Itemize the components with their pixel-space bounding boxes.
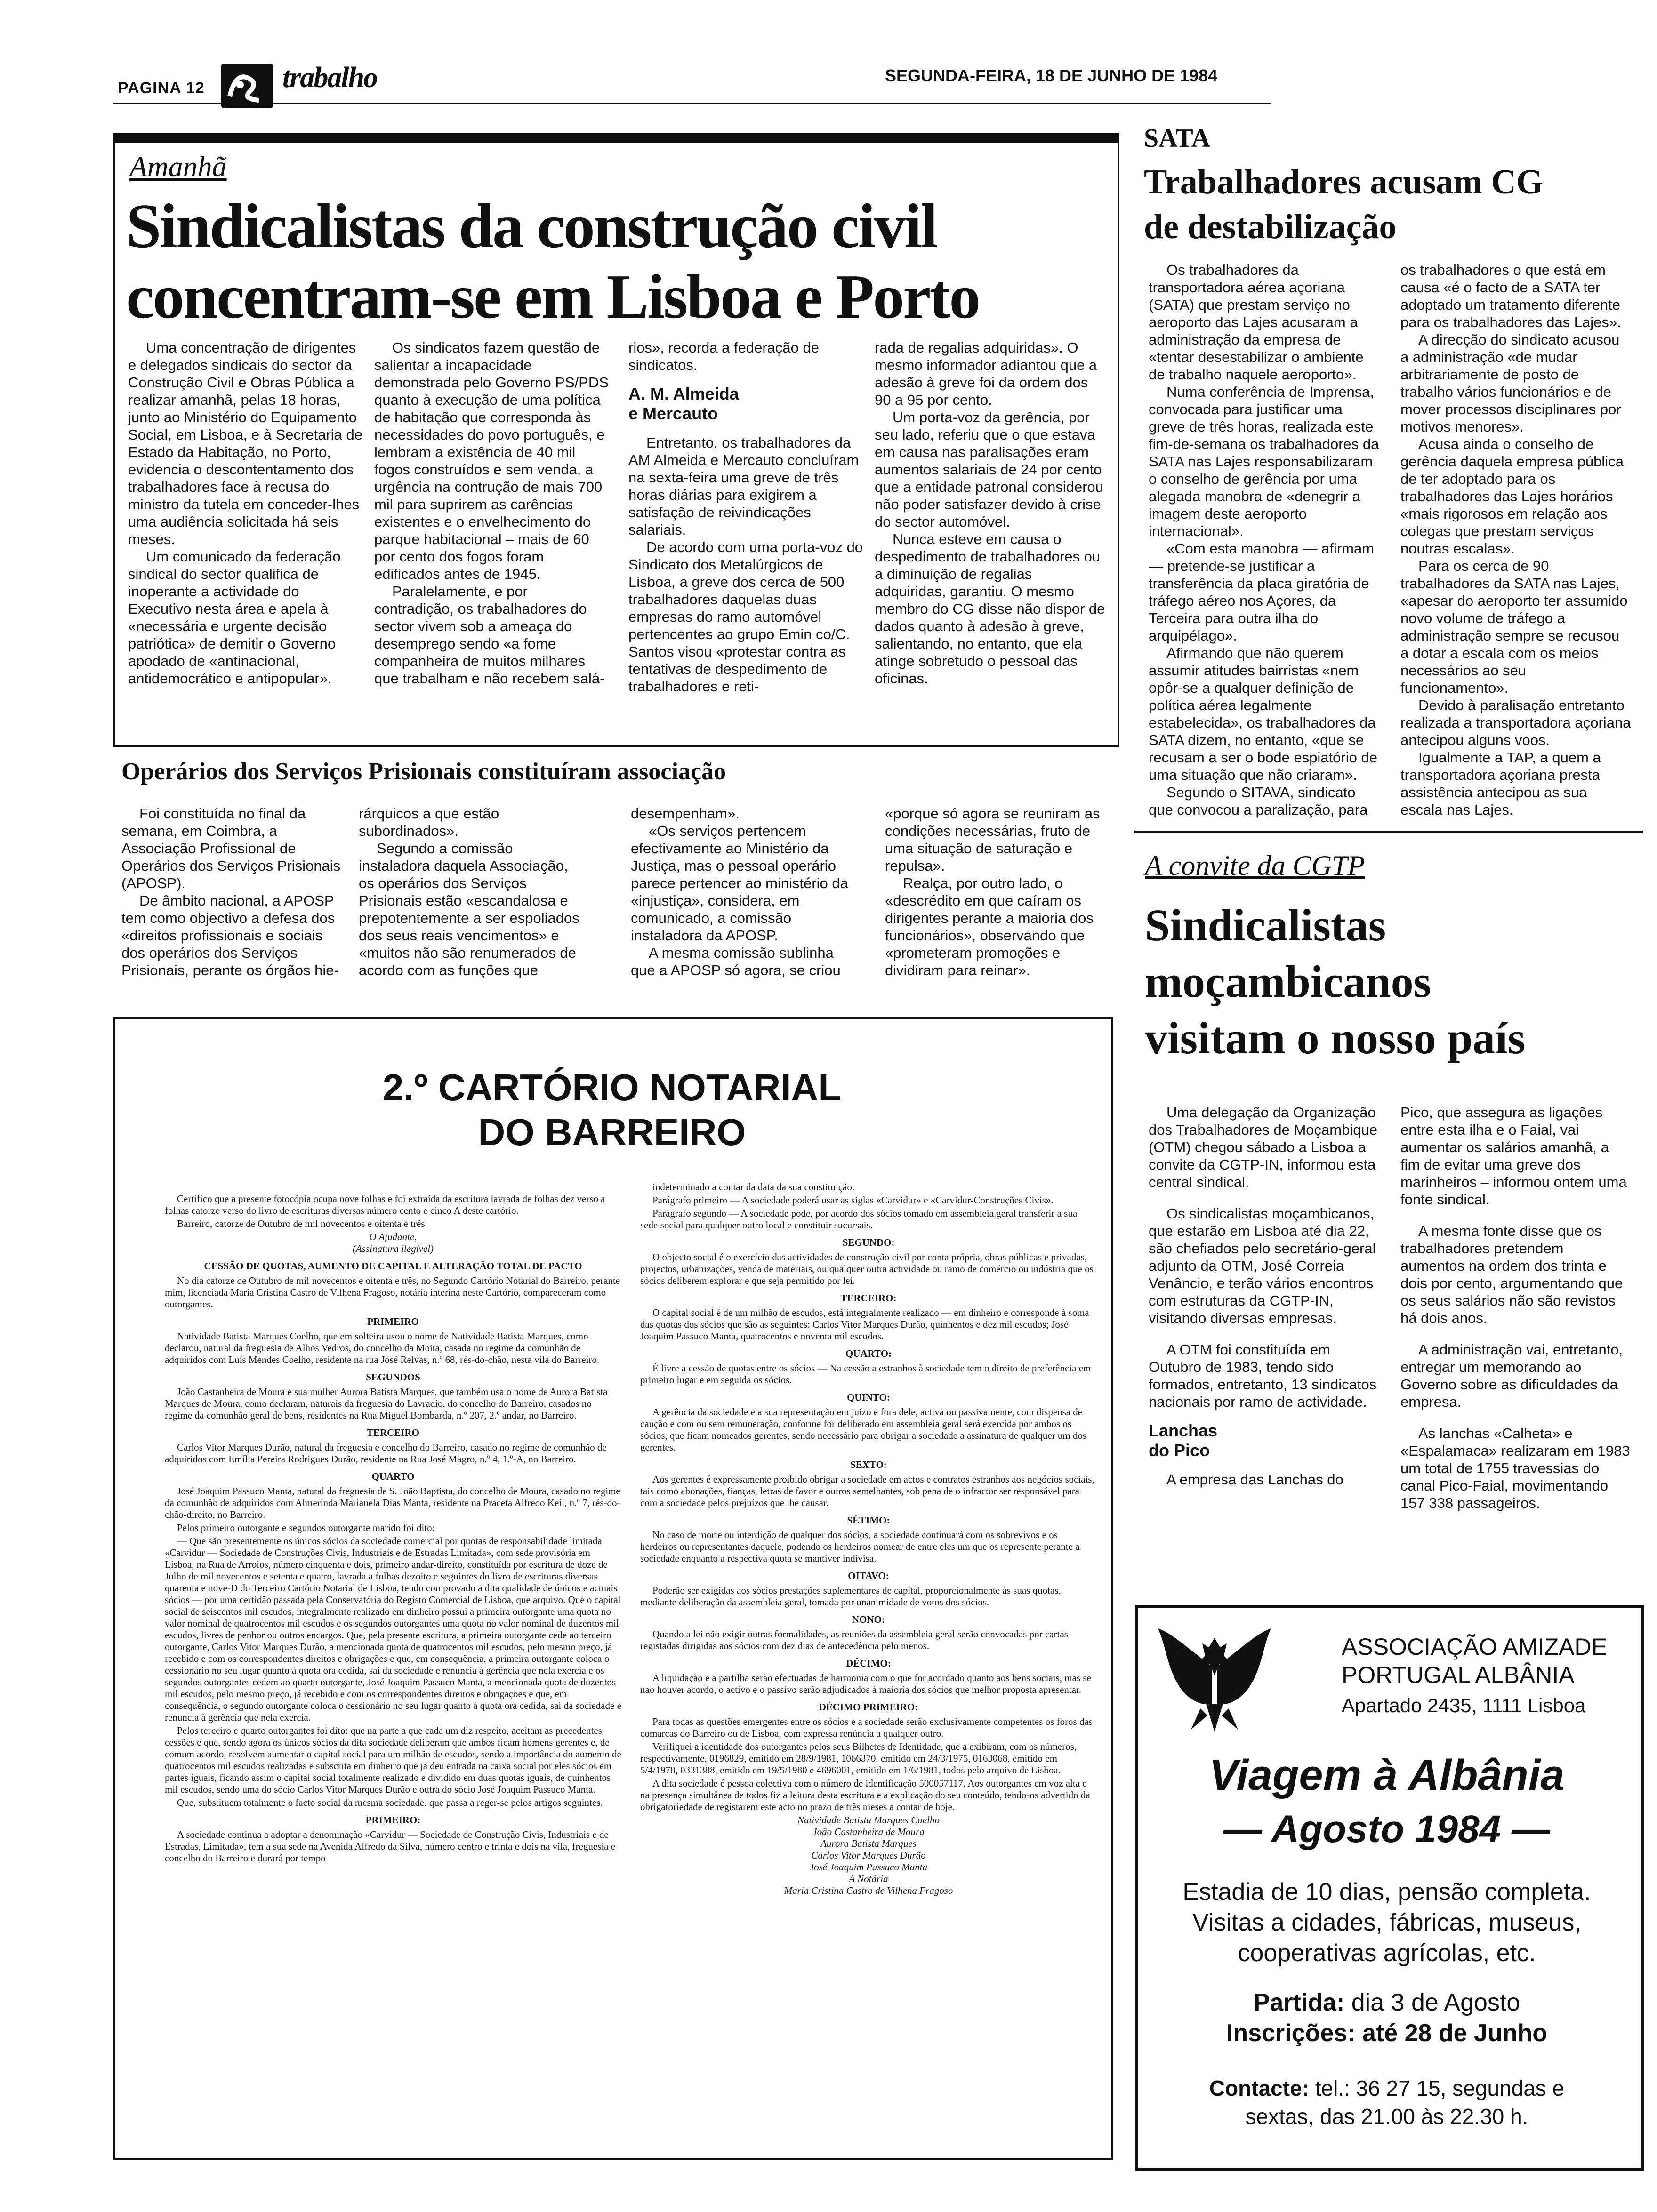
paragraph: Um comunicado da federação sindical do sector qualifica de inoperante a actividade do Executivo nesta área e apela à «necessária e urgente decisão patriótica» de demitir o Governo apodado de «antinacional, antidemocrático e antipopular». [128, 548, 341, 687]
ad-contacte-line-2: sextas, das 21.00 às 22.30 h. [1245, 2104, 1528, 2129]
notary-heading: NONO: [852, 1614, 885, 1625]
divider [1134, 831, 1643, 833]
notary-paragraph: Que, substituem totalmente o facto social da mesma sociedade, que passa a reger-se pelos artigos seguintes. [177, 1797, 603, 1808]
notary-paragraph: Parágrafo segundo — A sociedade pode, por acordo dos sócios tomado em assembleia geral transferir a sua sede social para qualquer outro local e constituir sucursais. [640, 1208, 1078, 1231]
sata-headline-line-1: Trabalhadores acusam CG [1144, 163, 1544, 201]
notary-paragraph: José Joaquim Passuco Manta, natural da freguesia de S. João Baptista, do concelho de Moura, casado no regime da comunhão de adquiridos com Almerinda Marianela Dias Manta, residente na Praceta Alfredo Keil, n.º 7, rés-do-chão-direito, no Barreiro. [165, 1485, 620, 1520]
main-headline-line-1: Sindicalistas da construção civil [126, 191, 937, 261]
prison-headline: Operários dos Serviços Prisionais constituíram associação [121, 758, 726, 785]
notary-signature: (Assinatura ilegível) [352, 1243, 434, 1254]
notary-paragraph: A gerência da sociedade e a sua representação em juízo e fora dele, activa ou passivamente, com dispensa de caução e com ou sem remuneração, conforme for deliberado em assembleia geral será exercida por ambos os sócios, que ficam nomeados gerentes, sendo necessário para obrigar a sociedade a assinatura de qualquer um dos gerentes. [640, 1406, 1087, 1453]
main-headline-line-2: concentram-se em Lisboa e Porto [126, 262, 980, 331]
ad-inscricoes-value: até 28 de Junho [1362, 2020, 1548, 2047]
subhead: e Mercauto [628, 404, 718, 423]
paragraph: Os sindicatos fazem questão de salientar a incapacidade demonstrada pelo Governo PS/PDS quanto à execução de uma política de habitação que corresponda às necessidades do povo português, e lembram a existência de 40 mil fogos construídos e sem venda, a urgência na contrução de mais 700 mil para suprirem as carências existentes e o envelhecimento do parque habitacional – mais de 60 por cento dos fogos foram edificados antes de 1945. [374, 339, 609, 582]
paragraph: A OTM foi constituída em Outubro de 1983, tendo sido formados, entretanto, 13 sindicatos nacionais por ramo de actividade. [1149, 1341, 1377, 1410]
notary-heading: CESSÃO DE QUOTAS, AUMENTO DE CAPITAL E ALTERAÇÃO TOTAL DE PACTO [204, 1260, 582, 1272]
paragraph: De âmbito nacional, a APOSP tem como objectivo a defesa dos «direitos profissionais e sociais dos operários dos Serviços Prisionais, perante os órgãos hie- [121, 892, 339, 978]
paragraph: Numa conferência de Imprensa, convocada para justificar uma greve de três horas, realizada este fim-de-semana os trabalhadores da SATA nas Lajes responsabilizaram o conselho de gerência por uma alegada manobra de «denegrir a imagem deste aeroporto internacional». [1149, 384, 1379, 539]
notary-heading: TERCEIRO: [840, 1292, 897, 1304]
notary-paragraph: Quando a lei não exigir outras formalidades, as reuniões da assembleia geral serão convocadas por cartas registadas dirigidas aos sócios com dez dias de antecedência pelo menos. [640, 1628, 1068, 1651]
ad-body-line-2: Visitas a cidades, fábricas, museus, [1192, 1909, 1581, 1936]
main-story-col-1 [128, 339, 363, 687]
paragraph: os trabalhadores o que está em causa «é o facto de a SATA ter adoptado um tratamento diferente para os trabalhadores das Lajes». [1400, 262, 1621, 330]
paragraph: Entretanto, os trabalhadores da AM Almeida e Mercauto concluíram na sexta-feira uma greve de três horas diárias para exigirem a satisfação de reivindicações salariais. [628, 434, 859, 538]
section-title: trabalho [282, 62, 378, 94]
cgtp-col-1 [1149, 1104, 1379, 1488]
main-story-col-4 [875, 339, 1105, 687]
paragraph: De acordo com uma porta-voz do Sindicato dos Metalúrgicos de Lisboa, a greve dos cerca de 500 trabalhadores daquelas duas empresas do ramo automóvel pertencentes ao grupo Emin co/C. Santos visou «protestar contra as tentativas de despedimento de trabalhadores e reti- [628, 539, 863, 695]
main-kicker: Amanhã [129, 151, 227, 183]
paragraph: rárquicos a que estão subordinados». [359, 805, 499, 839]
ad-title: Viagem à Albânia [1209, 1751, 1565, 1799]
prison-col-3 [631, 805, 857, 979]
notary-paragraph: indeterminado a contar da data da sua constituição. [652, 1181, 855, 1193]
paragraph: «Os serviços pertencem efectivamente ao Ministério da Justiça, mas o pessoal operário parece pertencer ao ministério da «injustiça», considera, em comunicado, a comissão instaladora da APOSP. [631, 823, 848, 944]
notary-heading: SÉTIMO: [847, 1515, 890, 1526]
paragraph: Uma concentração de dirigentes e delegados sindicais do sector da Construção Civil e Obras Pública a realizar amanhã, pelas 18 horas, junto ao Ministério do Equipamento Social, em Lisboa, e à Secretaria de Estado da Habitação, no Porto, evidencia o descontentamento dos trabalhadores face à recusa do ministro da tutela em conceder-lhes uma audiência solicitada há seis meses. [128, 339, 362, 547]
paragraph: Para os cerca de 90 trabalhadores da SATA nas Lajes, «apesar do aeroporto ter assumido novo volume de tráfego a administração sempre se recusou a dotar a escala com os meios necessários ao seu funcionamento». [1400, 558, 1628, 696]
paragraph: As lanchas «Calheta» e «Espalamaca» realizaram em 1983 um total de 1755 travessias do canal Pico-Faial, movimentando 157 338 passageiros. [1400, 1425, 1630, 1511]
notary-paragraph: Pelos primeiro outorgante e segundos outorgante marido foi dito: [177, 1522, 435, 1533]
notary-paragraph: Pelos terceiro e quarto outorgantes foi dito: que na parte a que cada um diz respeito, aceitam as precedentes cessões e que, sendo agora os únicos sócios da dita sociedade deliberam que ambos ficam homens gerentes e, de comum acordo, resolvem aumentar o capital social para um milhão de escudos, sendo a importância do aumento de quatrocentos mil escudos realizadas e subscrita em dinheiro que já deu entrada na caixa social por eles sócios em partes iguais, ficando assim o capital social totalmente realizado e dividido em duas quotas iguais, de quinhentos mil escudos, sendo uma do sócio Carlos Vitor Marques Durão e outra do sócio José Joaquim Passuco Manta. [165, 1725, 621, 1795]
paragraph: Pico, que assegura as ligações entre esta ilha e o Faial, vai aumentar os salários amanhã, a fim de evitar uma greve dos marinheiros – informou ontem uma fonte sindical. [1400, 1104, 1627, 1208]
ad-body-line-3: cooperativas agrícolas, etc. [1238, 1940, 1536, 1967]
paragraph: Segundo a comissão instaladora daquela Associação, os operários dos Serviços Prisionais estão «escandalosa e prepotentemente a ser espoliados dos seus reais vencimentos» e «muitos não são renumerados de acordo com as funções que [359, 840, 579, 978]
paragraph: Os sindicalistas moçambicanos, que estarão em Lisboa até dia 22, são chefiados pelo secretário-geral adjunto da OTM, José Correia Venâncio, e terão vários encontros com estruturas da CGTP-IN, visitando diversas empresas. [1149, 1205, 1376, 1326]
paragraph: Devido à paralisação entretanto realizada a transportadora açoriana antecipou alguns voos. [1400, 697, 1631, 748]
notary-text-right [640, 1181, 1097, 1897]
notary-heading: SEGUNDOS [366, 1371, 420, 1383]
notary-paragraph: O objecto social é o exercício das actividades de construção civil por conta própria, obras públicas e privadas, projectos, urbanizações, venda de materiais, ou qualquer outra actividade ou ramo de comércio ou indústria que os sócios deliberem explorar e que seja permitido por lei. [640, 1251, 1094, 1286]
subhead: A. M. Almeida [628, 384, 739, 403]
notary-signature: Natividade Batista Marques Coelho [797, 1814, 940, 1826]
notary-signature: Maria Cristina Castro de Vilhena Fragoso [784, 1885, 953, 1896]
notary-heading: SEXTO: [850, 1459, 887, 1470]
ad-inscricoes-label: Inscrições: [1226, 2020, 1356, 2047]
notary-heading: PRIMEIRO: [365, 1814, 421, 1826]
issue-date: SEGUNDA-FEIRA, 18 DE JUNHO DE 1984 [885, 66, 1218, 85]
notary-paragraph: A sociedade continua a adoptar a denominação «Carvidur — Sociedade de Construção Civis, Industriais e de Estradas, Limitada», tem a sua sede na Avenida Alfredo da Silva, número centro e trinta e dois na vila, freguesia e concelho do Barreiro e durará por tempo [165, 1829, 616, 1864]
notary-paragraph: — Que são presentemente os únicos sócios da sociedade comercial por quotas de responsabilidade limitada «Carvidur — Sociedade de Construções Civis, Industriais e de Estradas Limitada», com sede provisória em Lisboa, na Rua de Arroios, número cinquenta e dois, primeiro andar-direito, constituída por escritura de doze de Julho de mil novecentos e setenta e quatro, lavrada a folhas dezoito e seguintes do livro de escrituras diversas quarenta e nove-D do Terceiro Cartório Notarial de Lisboa, tendo comprovado a dita qualidade de únicos e actuais sócios — por uma certidão passada pela Conservatória do Registo Comercial de Lisboa, que arquivo. Que o capital social de seiscentos mil escudos, integralmente realizado em dinheiro possui a primeira outorgante uma quota no valor nominal de quatrocentos mil escudos e os segundos outorgantes uma quota no valor nominal de duzentos mil escudos, livres de penhor ou outros encargos. Que, pela presente escritura, a primeira outorgante cede ao terceiro outorgante, Carlos Vitor Marques Durão, a mencionada quota de quatrocentos mil escudos, pelo mesmo preço, já recebido e com os correspondentes direitos e obrigações e que, em consequência, a primeira outorgante coloca o cessionário no seu lugar quanto à quota ora cedida, sai da sociedade e renuncia à gerência que nela exercia e os segundos outorgantes cedem ao quarto outorgante, José Joaquim Passuco Manta, a mencionada quota de duzentos mil escudos, pelo mesmo preço, já recebido e com os correspondentes direitos e obrigações e que, em consequência, o segundo outorgante coloca o cessionário no seu lugar quanto à quota ora cedida, sai da sociedade e renuncia à gerência que nela exercia. [165, 1535, 621, 1723]
cgtp-headline-line-3: visitam o nosso país [1145, 1013, 1526, 1063]
cgtp-headline-line-2: moçambicanos [1145, 956, 1431, 1007]
notary-signature: José Joaquim Passuco Manta [809, 1861, 928, 1873]
notary-heading: DÉCIMO PRIMEIRO: [819, 1701, 918, 1713]
cgtp-headline-line-1: Sindicalistas [1145, 900, 1386, 950]
ad-partida [1135, 1988, 1638, 2017]
notary-signature: Carlos Vitor Marques Durão [811, 1850, 926, 1861]
paragraph: A direcção do sindicato acusou a administração «de mudar arbitrariamente de posto de trabalho vários funcionários e de mover processos disciplinares por motivos menores». [1400, 331, 1621, 435]
notary-paragraph: Natividade Batista Marques Coelho, que em solteira usou o nome de Natividade Batista Marques, como declarou, natural da freguesia de Alhos Vedros, do concelho da Moita, casada no regime da comunhão de adquiridos com Luís Mendes Coelho, residente na rua José Relvas, n.º 68, rés-do-chão, nesta vila do Barreiro. [165, 1330, 600, 1365]
sata-col-1 [1149, 261, 1379, 818]
notary-heading: QUARTO [371, 1471, 415, 1482]
notary-heading: SEGUNDO: [842, 1237, 895, 1248]
paragraph: Foi constituída no final da semana, em Coimbra, a Associação Profissional de Operários dos Serviços Prisionais (APOSP). [121, 805, 341, 891]
notary-title-line-1: 2.º CARTÓRIO NOTARIAL [382, 1066, 842, 1108]
ad-address: Apartado 2435, 1111 Lisboa [1342, 1694, 1586, 1716]
prison-col-2 [359, 805, 585, 979]
paragraph: Nunca esteve em causa o despedimento de trabalhadores ou a diminuição de regalias adquiridas, garantiu. O mesmo membro do CG disse não dispor de dados quanto à adesão à greve, salientando, no entanto, que ela atinge sobretudo o pessoal das oficinas. [875, 531, 1105, 687]
paragraph: Igualmente a TAP, a quem a transportadora açoriana presta assistência antecipou as sua escala nas Lajes. [1400, 749, 1601, 818]
page-label: PAGINA 12 [118, 79, 205, 97]
ad-partida-value: dia 3 de Agosto [1351, 1989, 1520, 2016]
notary-heading: PRIMEIRO [367, 1316, 419, 1327]
notary-paragraph: Poderão ser exigidas aos sócios prestações suplementares de capital, proporcionalmente às suas quotas, mediante deliberação da assembleia geral, tomada por unanimidade de votos dos sócios. [640, 1585, 1061, 1608]
paragraph: A empresa das Lanchas do [1166, 1471, 1343, 1488]
paragraph: rios», recorda a federação de sindicatos. [628, 339, 819, 373]
main-story-col-2 [374, 339, 610, 687]
notary-signature: João Castanheira de Moura [812, 1826, 925, 1837]
notary-signature: O Ajudante, [369, 1231, 417, 1242]
cgtp-kicker: A convite da CGTP [1145, 850, 1365, 881]
ad-partida-label: Partida: [1253, 1989, 1345, 2016]
notary-paragraph: Carlos Vitor Marques Durão, natural da freguesia e concelho do Barreiro, casado no regime de comunhão de adquiridos com Emília Pereira Rodrigues Durão, residente na Rua José Magro, n.º 4, 1.º-A, no Barreiro. [165, 1442, 607, 1465]
notary-signature: A Notária [849, 1873, 888, 1884]
notary-paragraph: Certifico que a presente fotocópia ocupa nove folhas e foi extraída da escritura lavrada de folhas dez verso a folhas catorze verso do livro de escrituras diversas número cento e cinco A deste cartório. [165, 1193, 605, 1216]
notary-text-left [165, 1193, 621, 1866]
paragraph: rada de regalias adquiridas». O mesmo informador adiantou que a adesão à greve foi da ordem dos 90 a 95 por cento. [875, 339, 1097, 408]
ad-contacte-label: Contacte: [1209, 2076, 1309, 2100]
section-logo-icon [221, 64, 273, 108]
prison-col-4 [885, 805, 1111, 979]
paragraph: Os trabalhadores da transportadora aérea açoriana (SATA) que prestam serviço no aeroporto das Lajes acusaram a administração da empresa de «tentar desestabilizar o ambiente de trabalho naquele aeroporto». [1149, 262, 1364, 383]
subhead: do Pico [1149, 1441, 1210, 1460]
notary-paragraph: No dia catorze de Outubro de mil novecentos e oitenta e três, no Segundo Cartório Notarial do Barreiro, perante mim, licenciada Maria Cristina Castro de Vilhena Fragoso, notária interina neste Cartório, compareceram como outorgantes. [165, 1275, 620, 1310]
sata-kicker: SATA [1144, 124, 1211, 153]
notary-paragraph: A dita sociedade é pessoa colectiva com o número de identificação 500057117. Aos outorgantes em voz alta e na presença simultânea de todos fiz a leitura desta escritura e a explicação do seu conteúdo, tendo-os advertido da obrigatoriedade de registarem este acto no prazo de três meses a contar de hoje. [640, 1778, 1090, 1812]
notary-signature: Aurora Batista Marques [820, 1838, 917, 1849]
notary-paragraph: Parágrafo primeiro — A sociedade poderá usar as siglas «Carvidur» e «Carvidur-Construções Civis». [652, 1194, 1054, 1206]
paragraph: A mesma comissão sublinha que a APOSP só agora, se criou [631, 945, 841, 978]
notary-heading: TERCEIRO [366, 1427, 420, 1438]
notary-paragraph: Aos gerentes é expressamente proibido obrigar a sociedade em actos e contratos estranhos aos negócios sociais, tais como abonações, fianças, letras de favor e outros semelhantes, sob pena de o infractor ser responsável para com a sociedade pelos prejuízos que lhe causar. [640, 1474, 1094, 1508]
paragraph: «porque só agora se reuniram as condições necessárias, fruto de uma situação de saturação e repulsa». [885, 805, 1100, 874]
ad-org-line-1: ASSOCIAÇÃO AMIZADE [1342, 1634, 1608, 1660]
notary-paragraph: Verifiquei a identidade dos outorgantes pelos seus Bilhetes de Identidade, que a exibiram, com os números, respectivamente, 0196829, emitido em 28/9/1981, 1066370, emitido em 24/3/1975, 0163068, emitido em 5/4/1978, 0331388, emitido em 19/5/1980 e 4696001, emitido em 1/6/1981, todos pelo arquivo de Lisboa. [640, 1741, 1077, 1776]
ad-inscricoes [1135, 2019, 1638, 2047]
notary-heading: QUARTO: [845, 1348, 892, 1359]
notary-heading: DÉCIMO: [846, 1658, 891, 1669]
paragraph: Segundo o SITAVA, sindicato que convocou a paralização, para [1149, 784, 1368, 818]
notary-paragraph: A liquidação e a partilha serão efectuadas de harmonia com o que for acordado quanto aos bens sociais, mas se nao houver acordo, o activo e o passivo serão adjudicados à maioria dos sócios que melhor proposta apresentar. [640, 1672, 1091, 1695]
notary-paragraph: No caso de morte ou interdição de qualquer dos sócios, a sociedade continuará com os sobrevivos e os herdeiros ou representantes daquele, podendo os herdeiros nomear de entre eles um que os represente perante a sociedade enquanto a respectiva quota se mantiver indivisa. [640, 1529, 1080, 1564]
prison-col-1 [121, 805, 347, 979]
ad-contacte [1135, 2076, 1638, 2101]
subhead: Lanchas [1149, 1421, 1218, 1440]
paragraph: Acusa ainda o conselho de gerência daquela empresa pública de ter adoptado para os trabalhadores das Lajes horários «mais rigorosos em relação aos colegas que prestam serviços noutras escalas». [1400, 436, 1624, 557]
main-story-col-3 [628, 339, 864, 695]
sata-col-2 [1400, 261, 1631, 818]
notary-paragraph: Para todas as questões emergentes entre os sócios e a sociedade serão exclusivamente competentes os foros das comarcas do Barreiro ou de Lisboa, com expressa renúncia a qualquer outro. [640, 1716, 1093, 1739]
notary-heading: QUINTO: [847, 1392, 890, 1403]
cgtp-col-2 [1400, 1104, 1631, 1512]
paragraph: A administração vai, entretanto, entregar um memorando ao Governo sobre as dificuldades da empresa. [1400, 1341, 1623, 1410]
eagle-emblem-icon [1153, 1619, 1276, 1737]
paragraph: A mesma fonte disse que os trabalhadores pretendem aumentos na ordem dos trinta e dois por cento, argumentando que os seus salários não são revistos há dois anos. [1400, 1223, 1623, 1326]
ad-body-line-1: Estadia de 10 dias, pensão completa. [1182, 1878, 1591, 1906]
paragraph: Uma delegação da Organização dos Trabalhadores de Moçambique (OTM) chegou sábado a Lisboa a convite da CGTP-IN, informou esta central sindical. [1149, 1104, 1377, 1190]
notary-paragraph: O capital social é de um milhão de escudos, está integralmente realizado — em dinheiro e corresponde à soma das quotas dos sócios que são as seguintes: Carlos Vitor Marques Durão, quinhentos e dez mil escudos; José Joaquim Passuco Manta, quatrocentos e noventa mil escudos. [640, 1307, 1089, 1342]
notary-paragraph: É livre a cessão de quotas entre os sócios — Na cessão a estranhos à sociedade tem o direito de preferência em primeiro lugar e em seguida os sócios. [640, 1362, 1091, 1386]
paragraph: Um porta-voz da gerência, por seu lado, referiu que o que estava em causa nas paralisações eram aumentos salariais de 24 por cento que a entidade patronal considerou não poder satisfazer devido à crise do sector automóvel. [875, 409, 1104, 530]
paragraph: Realça, por outro lado, o «descrédito em que caíram os dirigentes perante a maioria dos funcionários», observando que «prometeram promoções e dividiram para reinar». [885, 875, 1094, 978]
paragraph: «Com esta manobra — afirmam — pretende-se justificar a transferência da placa giratória de tráfego aéreo nos Açores, da Terceira para outra ilha do arquipélago». [1149, 540, 1375, 644]
ad-contacte-value-1: tel.: 36 27 15, segundas e [1315, 2076, 1565, 2100]
ad-org-line-2: PORTUGAL ALBÂNIA [1342, 1662, 1575, 1688]
notary-paragraph: João Castanheira de Moura e sua mulher Aurora Batista Marques, que também usa o nome de Aurora Batista Marques de Moura, como declaram, naturais da freguesia do Lavradio, do concelho do Barreiro, casados no regime da comunhão geral de bens, residentes na Rua Miguel Bombarda, n.º 207, 2.º andar, no Barreiro. [165, 1386, 608, 1421]
notary-paragraph: Barreiro, catorze de Outubro de mil novecentos e oitenta e três [177, 1218, 425, 1229]
notary-title-line-2: DO BARREIRO [478, 1111, 746, 1153]
sata-headline-line-2: de destabilização [1144, 208, 1397, 246]
header-rule [113, 103, 1271, 104]
paragraph: desempenham». [631, 805, 740, 822]
notary-heading: OITAVO: [848, 1570, 889, 1581]
ad-subtitle: — Agosto 1984 — [1223, 1808, 1551, 1851]
paragraph: Afirmando que não querem assumir atitudes bairristas «nem opôr-se a qualquer definição de política aérea legalmente estabelecida», os trabalhadores da SATA dizem, no entanto, «que se recusam a ser o bode espiatório de uma situação que não criaram». [1149, 645, 1377, 783]
paragraph: Paralelamente, e por contradição, os trabalhadores do sector vivem sob a ameaça do desemprego sendo «a fome companheira de muitos milhares que trabalham e não recebem salá- [374, 583, 605, 687]
